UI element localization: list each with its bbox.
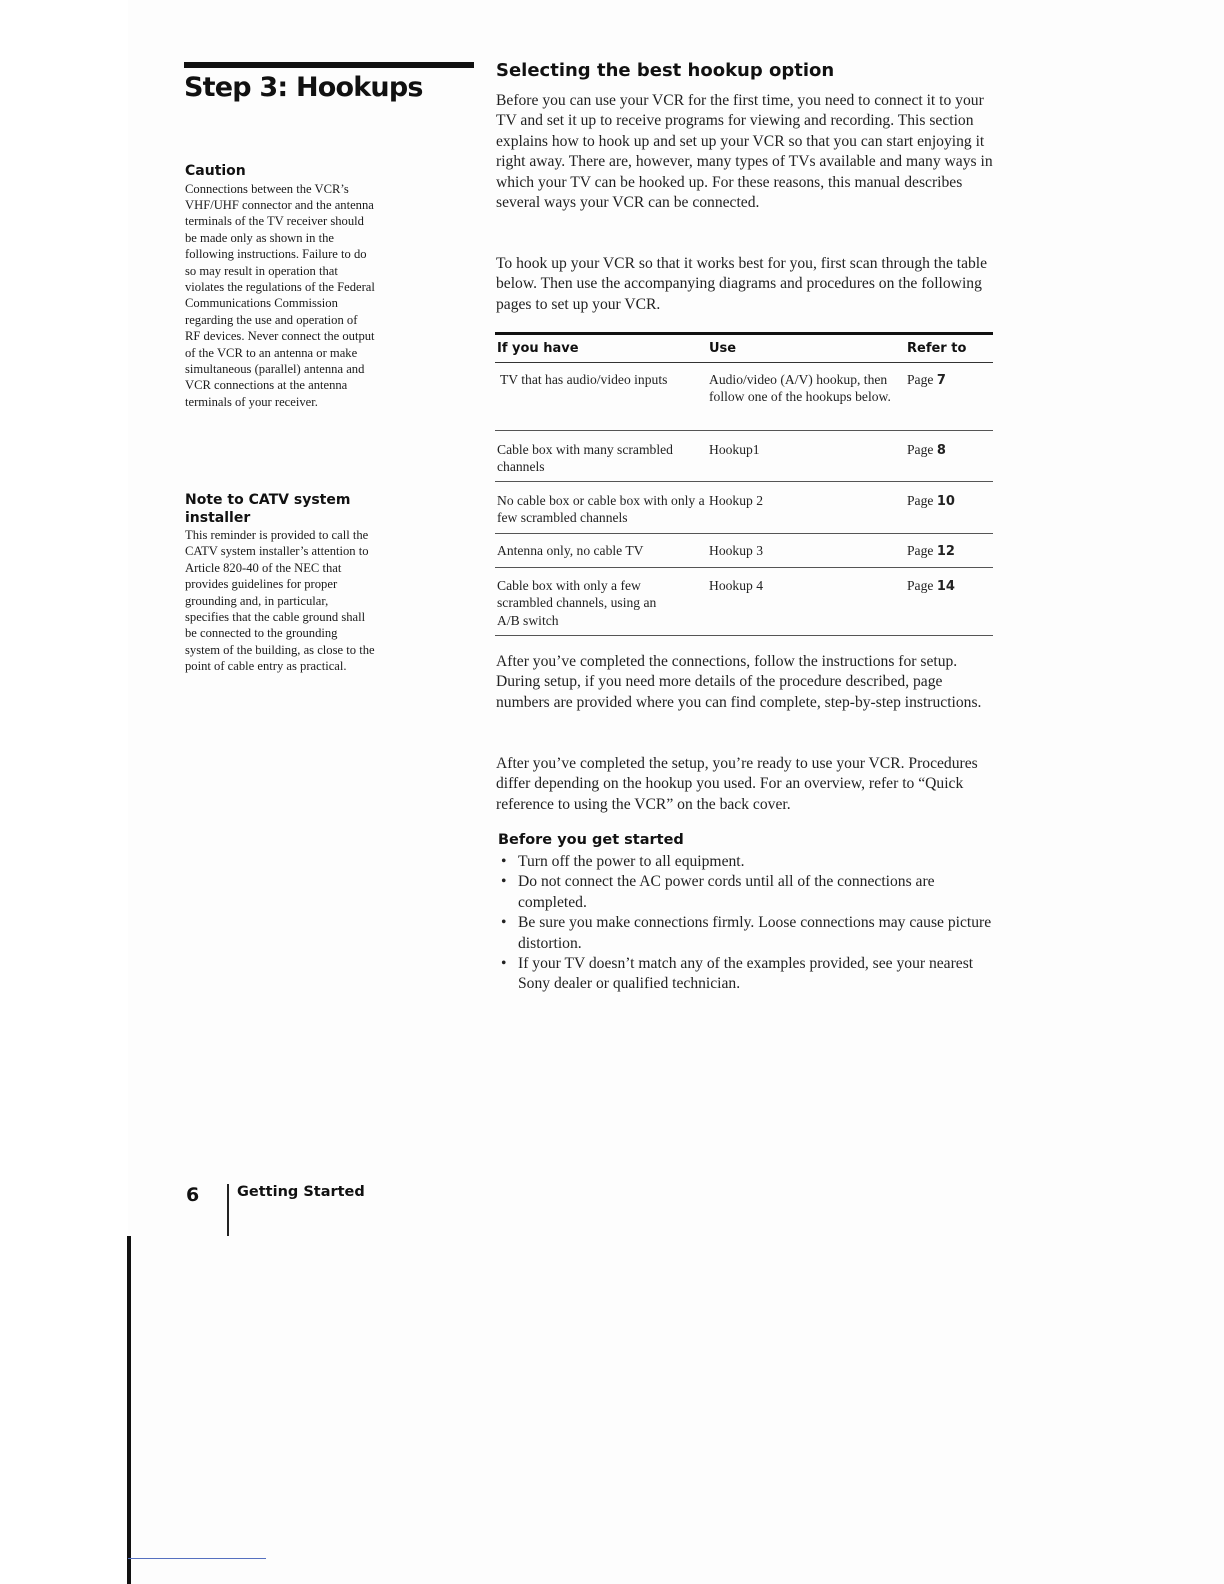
before-started-list: [498, 852, 998, 995]
cell-page: Page 12: [907, 543, 955, 559]
after-paragraph-1: After you’ve completed the connections, follow the instructions for setup. During setup, if you need more details of the procedure described, page numbers are provided where you can find complete, step-by-step instructions.: [496, 653, 982, 711]
page-number: 6: [186, 1184, 200, 1206]
catv-note-heading: Note to CATV system installer: [185, 492, 351, 526]
table-row: [495, 534, 993, 568]
header-refer-to: Refer to: [907, 341, 967, 356]
before-started-block: [498, 832, 998, 995]
cell-page: Page 10: [907, 493, 955, 509]
cell-use: Hookup 3: [709, 543, 763, 558]
list-item: • If your TV doesn’t match any of the examples provided, see your nearest Sony dealer or qualified technician.: [501, 955, 974, 993]
after-paragraph-2: After you’ve completed the setup, you’re ready to use your VCR. Procedures differ depending on the hookup you used. For an overview, refer to “Quick reference to using the VCR” on the back cover.: [496, 755, 978, 813]
caution-text: Connections between the VCR’s VHF/UHF connector and the antenna terminals of the TV receiver should be made only as shown in the following instructions. Failure to do so may result in operation that violates the regulations of the Federal Communications Commission regarding the use and operation of RF devices. Never connect the output of the VCR to an antenna or make simultaneous (parallel) antenna and VCR connections at the antenna terminals of your receiver.: [185, 181, 375, 409]
title-rule: [184, 62, 474, 68]
cell-have: No cable box or cable box with only a few scrambled channels: [497, 493, 705, 526]
cell-page: Page 14: [907, 578, 955, 594]
bottom-edge-line: [128, 1558, 266, 1559]
page-title: Step 3: Hookups: [184, 72, 423, 103]
cell-have: Cable box with many scrambled channels: [497, 442, 673, 475]
hookup-table: [495, 332, 993, 636]
header-use: Use: [709, 341, 737, 356]
section-title: Selecting the best hookup option: [496, 60, 835, 81]
cell-page: Page 7: [907, 372, 946, 388]
intro-paragraph-1: Before you can use your VCR for the first time, you need to connect it to your TV and set it up to receive programs for viewing and recording. This section explains how to hook up and set up your VCR so that you can start enjoying it right away. There are, however, many types of TVs available and many ways in which your TV can be hooked up. For these reasons, this manual describes several ways your VCR can be connected.: [496, 92, 993, 212]
table-row: [495, 568, 993, 636]
cell-have: Antenna only, no cable TV: [497, 543, 644, 558]
intro-paragraph-2: To hook up your VCR so that it works best for you, first scan through the table below. Then use the accompanying diagrams and procedures on the following pages to set up your VCR.: [496, 255, 988, 313]
cell-use: Audio/video (A/V) hookup, then follow one of the hookups below.: [709, 372, 891, 405]
binding-edge-bar: [127, 1236, 131, 1584]
list-item: • Be sure you make connections firmly. Loose connections may cause picture distortion.: [501, 914, 992, 952]
cell-page: Page 8: [907, 442, 946, 458]
catv-note-text: This reminder is provided to call the CATV system installer’s attention to Article 820-40 of the NEC that provides guidelines for proper grounding and, in particular, specifies that the cable ground shall be connected to the grounding system of the building, as close to the point of cable entry as practical.: [185, 528, 375, 674]
table-header-row: [495, 335, 993, 363]
list-item: • Turn off the power to all equipment.: [501, 853, 745, 870]
cell-use: Hookup1: [709, 442, 760, 457]
cell-have: TV that has audio/video inputs: [500, 372, 668, 387]
table-row: [495, 482, 993, 534]
before-started-heading: Before you get started: [498, 832, 684, 848]
cell-use: Hookup 2: [709, 493, 763, 508]
caution-heading: Caution: [185, 163, 246, 179]
catv-note-block: [185, 492, 375, 675]
cell-use: Hookup 4: [709, 578, 763, 593]
table-row: [495, 431, 993, 482]
caution-block: [185, 163, 375, 410]
cell-have: Cable box with only a few scrambled channels, using an A/B switch: [497, 578, 657, 628]
list-item: • Do not connect the AC power cords until all of the connections are completed.: [501, 873, 935, 911]
header-if-you-have: If you have: [497, 341, 579, 356]
table-row: [495, 363, 993, 431]
footer-divider: [227, 1184, 229, 1236]
footer-section-label: Getting Started: [237, 1184, 365, 1200]
